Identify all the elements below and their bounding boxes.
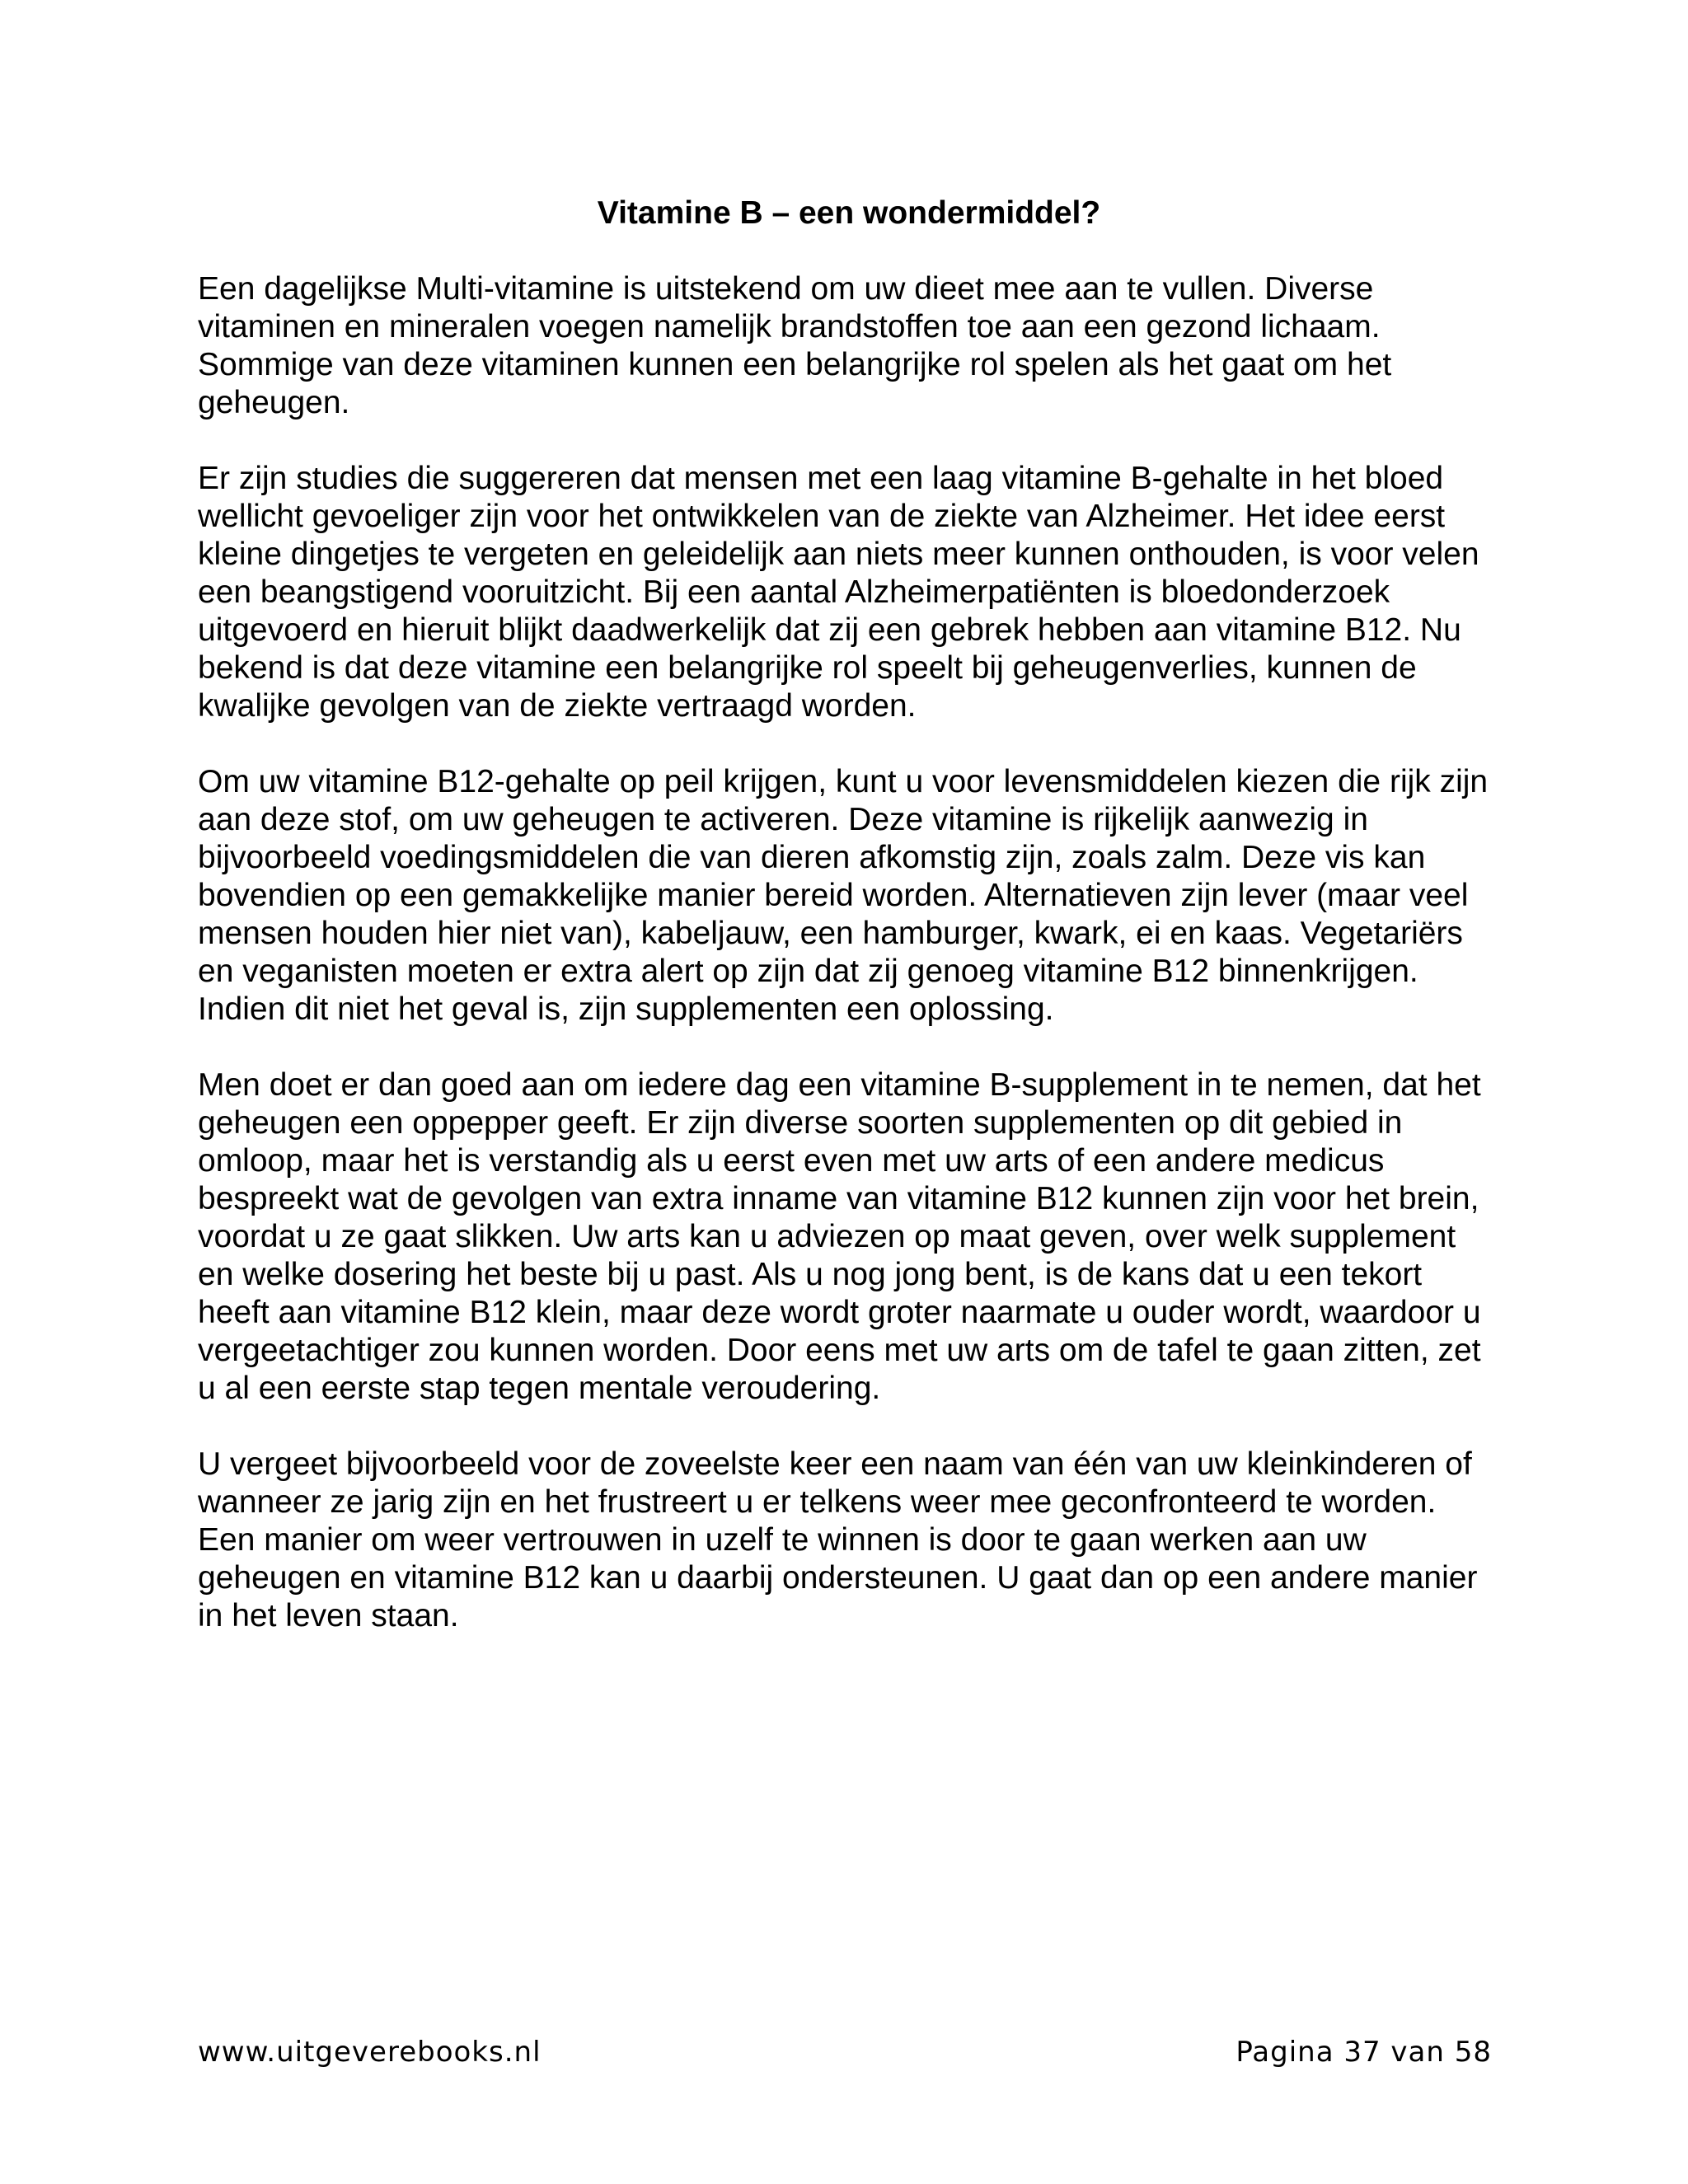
document-body	[198, 194, 1500, 1673]
paragraph-5: U vergeet bijvoorbeeld voor de zoveelste keer een naam van één van uw kleinkinderen of wanneer ze jarig zijn en het frustreert u er telkens weer mee geconfronteerd te worden. Een manier om weer vertrouwen in uzelf te winnen is door te gaan werken aan uw geheugen en vitamine B12 kan u daarbij ondersteunen. U gaat dan op een andere manier in het leven staan.	[198, 1446, 1478, 1633]
footer-website: www.uitgeverebooks.nl	[198, 2036, 542, 2069]
paragraph-4: Men doet er dan goed aan om iedere dag een vitamine B-supplement in te nemen, dat het geheugen een oppepper geeft. Er zijn diverse soorten supplementen op dit gebied in omloop, maar het is verstandig als u eerst even met uw arts of een andere medicus bespreekt wat de gevolgen van extra inname van vitamine B12 kunnen zijn voor het brein, voordat u ze gaat slikken. Uw arts kan u adviezen op maat geven, over welk supplement en welke dosering het beste bij u past. Als u nog jong bent, is de kans dat u een tekort heeft aan vitamine B12 klein, maar deze wordt groter naarmate u ouder wordt, waardoor u vergeetachtiger zou kunnen worden. Door eens met uw arts om de tafel te gaan zitten, zet u al een eerste stap tegen mentale veroudering.	[198, 1067, 1481, 1406]
paragraph-3: Om uw vitamine B12-gehalte op peil krijgen, kunt u voor levensmiddelen kiezen die rijk zijn aan deze stof, om uw geheugen te activeren. Deze vitamine is rijkelijk aanwezig in bijvoorbeeld voedingsmiddelen die van dieren afkomstig zijn, zoals zalm. Deze vis kan bovendien op een gemakkelijke manier bereid worden. Alternatieven zijn lever (maar veel mensen houden hier niet van), kabeljauw, een hamburger, kwark, ei en kaas. Vegetariërs en veganisten moeten er extra alert op zijn dat zij genoeg vitamine B12 binnenkrijgen. Indien dit niet het geval is, zijn supplementen een oplossing.	[198, 764, 1489, 1027]
paragraph-1: Een dagelijkse Multi-vitamine is uitstekend om uw dieet mee aan te vullen. Diverse vitaminen en mineralen voegen namelijk brandstoffen toe aan een gezond lichaam. Sommige van deze vitaminen kunnen een belangrijke rol spelen als het gaat om het geheugen.	[198, 271, 1392, 420]
paragraph-2: Er zijn studies die suggereren dat mensen met een laag vitamine B-gehalte in het bloed wellicht gevoeliger zijn voor het ontwikkelen van de ziekte van Alzheimer. Het idee eerst kleine dingetjes te vergeten en geleidelijk aan niets meer kunnen onthouden, is voor velen een beangstigend vooruitzicht. Bij een aantal Alzheimerpatiënten is bloedonderzoek uitgevoerd en hieruit blijkt daadwerkelijk dat zij een gebrek hebben aan vitamine B12. Nu bekend is dat deze vitamine een belangrijke rol speelt bij geheugenverlies, kunnen de kwalijke gevolgen van de ziekte vertraagd worden.	[198, 461, 1479, 724]
footer-page-number: Pagina 37 van 58	[1236, 2036, 1492, 2069]
page-title: Vitamine B – een wondermiddel?	[597, 195, 1101, 231]
